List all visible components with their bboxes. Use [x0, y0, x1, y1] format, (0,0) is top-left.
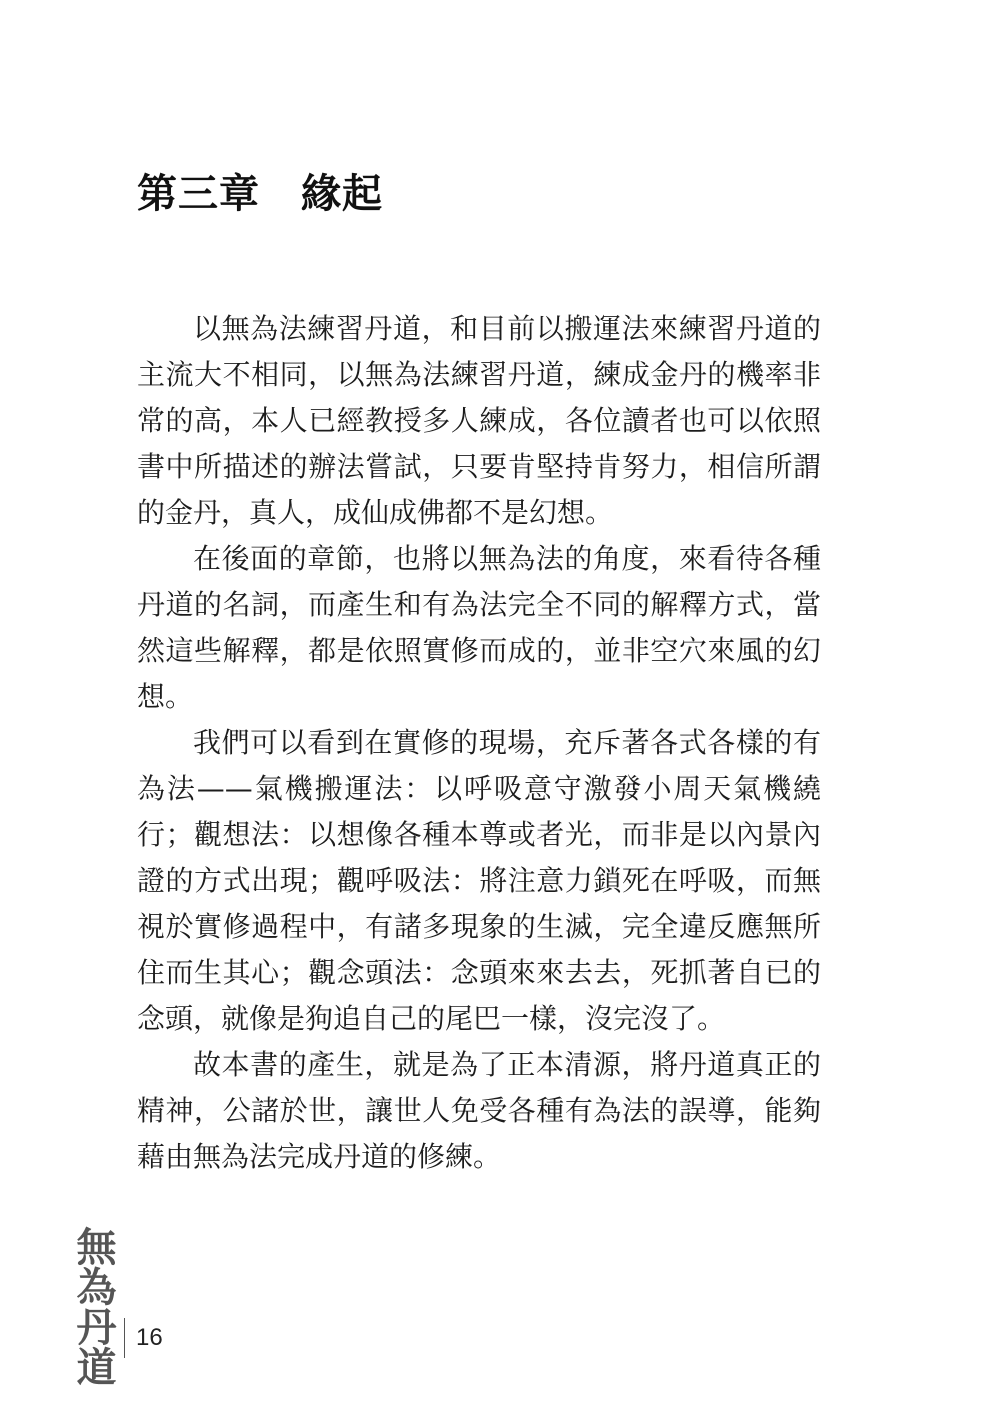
paragraph: 以無為法練習丹道，和目前以搬運法來練習丹道的主流大不相同，以無為法練習丹道，練成金丹的機率非常的高，本人已經教授多人練成，各位讀者也可以依照書中所描述的辦法嘗試，只要肯堅持肯努力，相信所謂的金丹，真人，成仙成佛都不是幻想。: [137, 312, 821, 529]
page-number: 16: [136, 1324, 163, 1351]
body-text: [137, 306, 821, 1180]
chapter-title: 第三章 緣起: [137, 170, 383, 217]
paragraph: 我們可以看到在實修的現場，充斥著各式各樣的有為法——氣機搬運法：以呼吸意守激發小周天氣機繞行；觀想法：以想像各種本尊或者光，而非是以內景內證的方式出現；觀呼吸法：將注意力鎖死在呼吸，而無視於實修過程中，有諸多現象的生滅，完全違反應無所住而生其心；觀念頭法：念頭來來去去，死抓著自已的念頭，就像是狗追自己的尾巴一樣，沒完沒了。: [137, 726, 821, 1035]
page-number-divider: [124, 1318, 125, 1358]
paragraph: 故本書的產生，就是為了正本清源，將丹道真正的精神，公諸於世，讓世人免受各種有為法的誤導，能夠藉由無為法完成丹道的修練。: [137, 1048, 821, 1173]
book-series-title: 無為丹道: [70, 1226, 117, 1386]
paragraph: 在後面的章節，也將以無為法的角度，來看待各種丹道的名詞，而產生和有為法完全不同的解釋方式，當然這些解釋，都是依照實修而成的，並非空穴來風的幻想。: [137, 542, 821, 713]
